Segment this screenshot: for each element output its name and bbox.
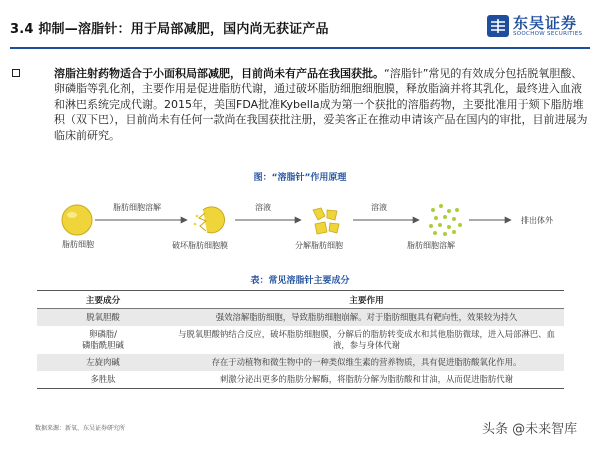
label-arrow-2: 溶液	[255, 203, 271, 212]
table-row	[37, 371, 564, 389]
table-row	[37, 354, 564, 371]
decomposed-cell-icon	[313, 208, 339, 234]
table-header-row	[37, 291, 564, 309]
cell-ingredient: 多胜肽	[37, 371, 169, 389]
bullet-bold-text: 溶脂注射药物适合于小面积局部减肥，目前尚未有产品在我国获批。	[54, 67, 384, 80]
header-divider	[10, 47, 590, 49]
bullet-normal-text: “溶脂针”常见的有效成分包括脱氧胆酸、卵磷脂等乳化剂，主要作用是促进脂肪代谢，通过破坏脂肪细胞细胞膜，释放脂滴并将其乳化，最终进入血液和淋巴系统完成代谢。2015年，美国FDA批准Kybella成为第一个获批的溶脂药物，主要批准用于颏下脂肪堆积（双下巴），目前尚未有任何一款尚在我国获批注册，爱美客正在推动申请该产品在国内的审批，目前进展为临床前研究。	[54, 67, 588, 142]
broken-membrane-cell-icon	[194, 207, 225, 233]
logo-text-cn: 东吴证券	[513, 14, 578, 32]
square-bullet-icon	[12, 69, 20, 77]
table-title: 表：常见溶脂针主要成分	[250, 276, 350, 286]
label-dissolved: 脂肪细胞溶解	[407, 241, 455, 250]
column-header-effect: 主要作用	[169, 291, 564, 309]
column-header-ingredient: 主要成分	[37, 291, 169, 309]
figure-title: 图：“溶脂针”作用原理	[253, 173, 347, 183]
label-arrow-1: 脂肪细胞溶解	[113, 203, 161, 212]
table-row	[37, 309, 564, 327]
dissolved-particles-icon	[429, 204, 462, 236]
cell-effect: 刺激分泌出更多的脂肪分解酶，将脂肪分解为脂肪酸和甘油，从而促进脂肪代谢	[169, 371, 564, 389]
company-logo	[486, 12, 590, 42]
data-source-note: 数据来源：新氧、东吴证券研究所	[35, 425, 126, 432]
table-row	[37, 326, 564, 354]
cell-effect: 强效溶解脂肪细胞，导致脂肪细胞崩解。对于脂肪细胞具有靶向性，效果较为持久	[169, 309, 564, 327]
cell-effect: 与脱氧胆酸钠结合反应，破坏脂肪细胞膜，分解后的脂肪转变成水和其他脂肪微球，进入局部淋巴、血液，参与身体代谢	[178, 329, 555, 350]
header	[0, 0, 600, 48]
cell-ingredient: 左旋肉碱	[37, 354, 169, 371]
label-fat-cell: 脂肪细胞	[62, 240, 94, 249]
label-arrow-3: 溶液	[371, 203, 387, 212]
watermark: 头条 @未来智库	[482, 422, 578, 437]
cell-effect: 存在于动植物和微生物中的一种类似维生素的营养物质，具有促进脂肪酸氧化作用。	[169, 354, 564, 371]
cell-ingredient: 脱氧胆酸	[37, 309, 169, 327]
bullet-text	[54, 66, 588, 143]
cell-ingredient: 卵磷脂/ 磷脂酰胆碱	[82, 329, 124, 350]
page-title: 3.4 抑制—溶脂针：用于局部减肥，国内尚无获证产品	[10, 22, 329, 37]
logo-text-en: SOOCHOW SECURITIES	[513, 31, 583, 37]
mechanism-diagram	[55, 180, 575, 260]
label-excreted: 排出体外	[521, 216, 553, 225]
ingredients-table	[37, 290, 564, 389]
label-broken-membrane: 破坏脂肪细胞膜	[172, 241, 228, 250]
label-decomposed: 分解脂肪细胞	[295, 241, 343, 250]
fat-cell-icon	[62, 205, 92, 235]
logo-mark-icon	[486, 14, 510, 38]
